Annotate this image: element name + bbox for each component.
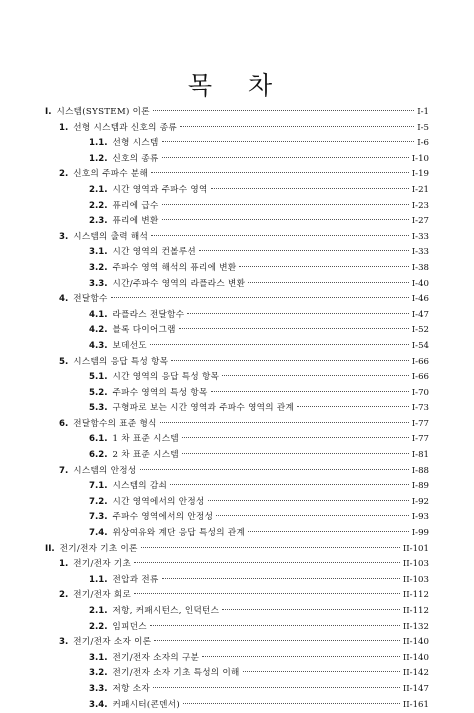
dot-leader — [248, 281, 409, 283]
toc-entry-label: 1 차 표준 시스템 — [112, 434, 179, 445]
toc-entry-page: I-6 — [417, 138, 429, 149]
dot-leader — [216, 514, 409, 516]
toc-entry-page: I-5 — [417, 122, 429, 133]
toc-entry-number: 7.4. — [89, 528, 108, 539]
toc-entry-page: I-77 — [411, 434, 429, 445]
toc-entry-page: I-89 — [411, 481, 429, 492]
toc-entry-label: 퓨리에 급수 — [112, 200, 159, 211]
table-of-contents — [45, 105, 429, 713]
toc-entry-page: I-77 — [411, 418, 429, 429]
dot-leader — [154, 639, 400, 641]
toc-entry-page: I-27 — [411, 216, 429, 227]
toc-entry-page: I-92 — [411, 496, 429, 507]
dot-leader — [140, 468, 409, 470]
dot-leader — [134, 592, 400, 594]
toc-entry-label: 보데선도 — [112, 340, 147, 351]
dot-leader — [162, 140, 415, 142]
toc-entry-label: 주파수 영역에서의 안정성 — [112, 512, 214, 523]
toc-entry — [45, 510, 429, 526]
dot-leader — [150, 624, 400, 626]
dot-leader — [297, 405, 409, 407]
toc-entry — [45, 604, 429, 620]
toc-entry-number: 3.1. — [89, 652, 108, 663]
toc-entry — [45, 573, 429, 589]
toc-entry-label: 라플라스 전달함수 — [112, 309, 185, 320]
dot-leader — [150, 343, 409, 345]
page-title: 목 차 — [187, 71, 287, 100]
toc-entry-label: 전기/전자 소자 이론 — [73, 637, 152, 648]
toc-entry-label: 전달함수의 표준 형식 — [73, 418, 157, 429]
toc-entry-page: II-112 — [402, 590, 429, 601]
toc-entry-number: II. — [45, 543, 55, 554]
dot-leader — [162, 218, 409, 220]
toc-entry-page: II-142 — [402, 668, 429, 679]
dot-leader — [222, 608, 400, 610]
toc-entry-page: I-23 — [411, 200, 429, 211]
toc-entry-label: 주파수 영역 해석의 퓨리에 변환 — [112, 262, 237, 273]
dot-leader — [187, 312, 408, 314]
toc-entry-number: 3.3. — [89, 683, 108, 694]
toc-entry — [45, 245, 429, 261]
toc-entry-label: 시스템의 감쇠 — [112, 481, 168, 492]
toc-entry-page: I-93 — [411, 512, 429, 523]
toc-entry — [45, 167, 429, 183]
toc-entry-page: II-140 — [402, 652, 429, 663]
toc-entry-page: I-88 — [411, 465, 429, 476]
toc-entry-page: I-99 — [411, 528, 429, 539]
toc-entry-number: 4. — [59, 294, 69, 305]
toc-entry — [45, 277, 429, 293]
dot-leader — [162, 156, 409, 158]
toc-entry-label: 시간 영역과 주파수 영역 — [112, 184, 208, 195]
toc-entry-number: 4.3. — [89, 340, 108, 351]
dot-leader — [134, 561, 400, 563]
toc-entry-page: II-147 — [402, 683, 429, 694]
toc-entry-page: I-1 — [417, 107, 429, 117]
dot-leader — [179, 327, 409, 329]
toc-entry-page: II-132 — [402, 621, 429, 632]
toc-entry — [45, 526, 429, 542]
toc-entry — [45, 417, 429, 433]
toc-entry-number: 1. — [59, 122, 69, 133]
toc-entry-label: 시간 영역에서의 안정성 — [112, 496, 205, 507]
toc-entry-number: 7.2. — [89, 496, 108, 507]
toc-entry-label: 전달함수 — [73, 294, 108, 305]
toc-entry-label: 시간 영역의 컨볼루션 — [112, 247, 196, 258]
dot-leader — [111, 296, 409, 298]
toc-entry-number: 1.2. — [89, 153, 108, 164]
toc-entry-number: 3.4. — [89, 699, 108, 710]
toc-entry-number: 7.3. — [89, 512, 108, 523]
toc-entry — [45, 261, 429, 277]
toc-entry-number: 5.3. — [89, 403, 108, 414]
dot-leader — [151, 234, 409, 236]
toc-entry — [45, 682, 429, 698]
toc-entry-number: 2.1. — [89, 184, 108, 195]
toc-entry-number: 7. — [59, 465, 69, 476]
toc-entry-label: 시스템의 응답 특성 항목 — [73, 356, 169, 367]
toc-entry-number: 3.1. — [89, 247, 108, 258]
dot-leader — [211, 390, 409, 392]
toc-entry-label: 선형 시스템과 신호의 종류 — [73, 122, 177, 133]
toc-entry-number: 3.2. — [89, 262, 108, 273]
toc-entry-label: 퓨리에 변환 — [112, 216, 159, 227]
toc-entry — [45, 495, 429, 511]
toc-entry-page: II-101 — [402, 543, 429, 554]
toc-entry-label: 전기/전자 기초 — [73, 559, 132, 570]
toc-entry-number: 4.2. — [89, 325, 108, 336]
toc-entry — [45, 698, 429, 713]
toc-entry — [45, 620, 429, 636]
toc-entry-label: 시스템의 안정성 — [73, 465, 137, 476]
toc-entry-label: 전기/전자 회로 — [73, 590, 132, 601]
dot-leader — [208, 499, 409, 501]
dot-leader — [211, 187, 409, 189]
toc-entry-page: II-103 — [402, 559, 429, 570]
dot-leader — [180, 125, 414, 127]
toc-entry-number: 5.2. — [89, 387, 108, 398]
toc-entry — [45, 479, 429, 495]
toc-entry-page: I-70 — [411, 387, 429, 398]
dot-leader — [202, 655, 400, 657]
dot-leader — [162, 203, 409, 205]
toc-entry-number: 2.1. — [89, 606, 108, 616]
dot-leader — [199, 249, 409, 251]
toc-entry — [45, 214, 429, 230]
toc-entry — [45, 635, 429, 651]
toc-entry-number: 1. — [59, 559, 69, 570]
toc-entry — [45, 557, 429, 573]
toc-entry-page: I-33 — [411, 231, 429, 242]
dot-leader — [151, 171, 409, 173]
toc-entry-page: I-46 — [411, 294, 429, 305]
toc-entry — [45, 230, 429, 246]
toc-entry-label: 신호의 종류 — [112, 153, 159, 164]
toc-entry-label: 전압과 전류 — [112, 574, 159, 585]
dot-leader — [182, 452, 409, 454]
toc-entry — [45, 136, 429, 152]
dot-leader — [239, 265, 408, 267]
toc-entry — [45, 370, 429, 386]
toc-entry-label: 구형파로 보는 시간 영역과 주파수 영역의 관계 — [112, 403, 295, 414]
toc-entry-number: I. — [45, 107, 52, 117]
dot-leader — [160, 421, 409, 423]
toc-entry-label: 신호의 주파수 분해 — [73, 169, 149, 180]
toc-entry — [45, 386, 429, 402]
toc-entry-page: I-66 — [411, 356, 429, 367]
dot-leader — [182, 436, 409, 438]
toc-entry-number: 5.1. — [89, 372, 108, 383]
toc-entry-page: I-47 — [411, 309, 429, 320]
dot-leader — [141, 546, 400, 548]
toc-entry — [45, 323, 429, 339]
toc-entry-page: I-66 — [411, 372, 429, 383]
dot-leader — [222, 374, 409, 376]
dot-leader — [153, 686, 400, 688]
toc-entry-page: I-81 — [411, 450, 429, 461]
toc-entry-label: 임피던스 — [112, 621, 147, 632]
toc-entry-label: 2 차 표준 시스템 — [112, 450, 179, 461]
toc-entry — [45, 105, 429, 121]
toc-entry-number: 1.1. — [89, 574, 108, 585]
toc-entry-page: I-38 — [411, 262, 429, 273]
dot-leader — [170, 483, 409, 485]
dot-leader — [153, 109, 414, 111]
toc-entry-label: 시스템의 출력 해석 — [73, 231, 149, 242]
toc-entry-number: 6. — [59, 418, 69, 429]
dot-leader — [162, 577, 400, 579]
toc-entry-page: II-112 — [402, 606, 429, 616]
toc-entry-number: 7.1. — [89, 481, 108, 492]
toc-entry-label: 전기/전자 소자의 구분 — [112, 652, 200, 663]
toc-entry-page: I-73 — [411, 403, 429, 414]
toc-entry — [45, 542, 429, 558]
toc-entry-label: 저항, 커패시턴스, 인덕턴스 — [112, 606, 220, 616]
toc-entry-label: 블록 다이어그램 — [112, 325, 176, 336]
toc-entry — [45, 339, 429, 355]
toc-entry-number: 2.2. — [89, 621, 108, 632]
toc-entry-label: 선형 시스템 — [112, 138, 159, 149]
dot-leader — [171, 359, 408, 361]
toc-entry-label: 시간/주파수 영역의 라플라스 변환 — [112, 278, 246, 289]
toc-entry — [45, 588, 429, 604]
toc-entry-label: 주파수 영역의 특성 항목 — [112, 387, 208, 398]
toc-entry-label: 시간 영역의 응답 특성 항목 — [112, 372, 220, 383]
toc-entry-page: II-103 — [402, 574, 429, 585]
toc-entry-page: I-52 — [411, 325, 429, 336]
toc-entry — [45, 464, 429, 480]
dot-leader — [248, 530, 409, 532]
toc-entry-label: 전기/전자 기초 이론 — [59, 543, 138, 554]
toc-entry-label: 위상여유와 계단 응답 특성의 관계 — [112, 528, 246, 539]
toc-entry — [45, 292, 429, 308]
toc-entry-number: 3.3. — [89, 278, 108, 289]
toc-entry-number: 6.1. — [89, 434, 108, 445]
toc-entry — [45, 432, 429, 448]
toc-entry-number: 5. — [59, 356, 69, 367]
toc-entry-number: 2. — [59, 169, 69, 180]
toc-entry-number: 2. — [59, 590, 69, 601]
toc-entry-label: 시스템(SYSTEM) 이론 — [56, 107, 150, 117]
toc-entry-page: II-140 — [402, 637, 429, 648]
toc-entry — [45, 401, 429, 417]
toc-entry — [45, 121, 429, 137]
toc-entry — [45, 199, 429, 215]
toc-entry — [45, 308, 429, 324]
toc-entry-label: 전기/전자 소자 기초 특성의 이해 — [112, 668, 240, 679]
toc-entry-page: I-10 — [411, 153, 429, 164]
toc-entry — [45, 448, 429, 464]
toc-entry-label: 커패시터(콘덴서) — [112, 699, 181, 710]
toc-entry-number: 1.1. — [89, 138, 108, 149]
toc-entry-page: I-21 — [411, 184, 429, 195]
toc-entry-page: I-33 — [411, 247, 429, 258]
toc-entry-number: 4.1. — [89, 309, 108, 320]
toc-entry-number: 3. — [59, 231, 69, 242]
toc-entry-number: 6.2. — [89, 450, 108, 461]
toc-entry-page: II-161 — [402, 699, 429, 710]
toc-entry-number: 2.3. — [89, 216, 108, 227]
toc-entry-label: 저항 소자 — [112, 683, 150, 694]
toc-entry — [45, 152, 429, 168]
toc-entry-page: I-54 — [411, 340, 429, 351]
toc-entry-number: 2.2. — [89, 200, 108, 211]
dot-leader — [183, 702, 400, 704]
dot-leader — [243, 670, 400, 672]
toc-entry — [45, 651, 429, 667]
toc-entry-number: 3. — [59, 637, 69, 648]
toc-entry-number: 3.2. — [89, 668, 108, 679]
toc-entry — [45, 355, 429, 371]
toc-entry-page: I-19 — [411, 169, 429, 180]
toc-entry — [45, 183, 429, 199]
toc-entry-page: I-40 — [411, 278, 429, 289]
